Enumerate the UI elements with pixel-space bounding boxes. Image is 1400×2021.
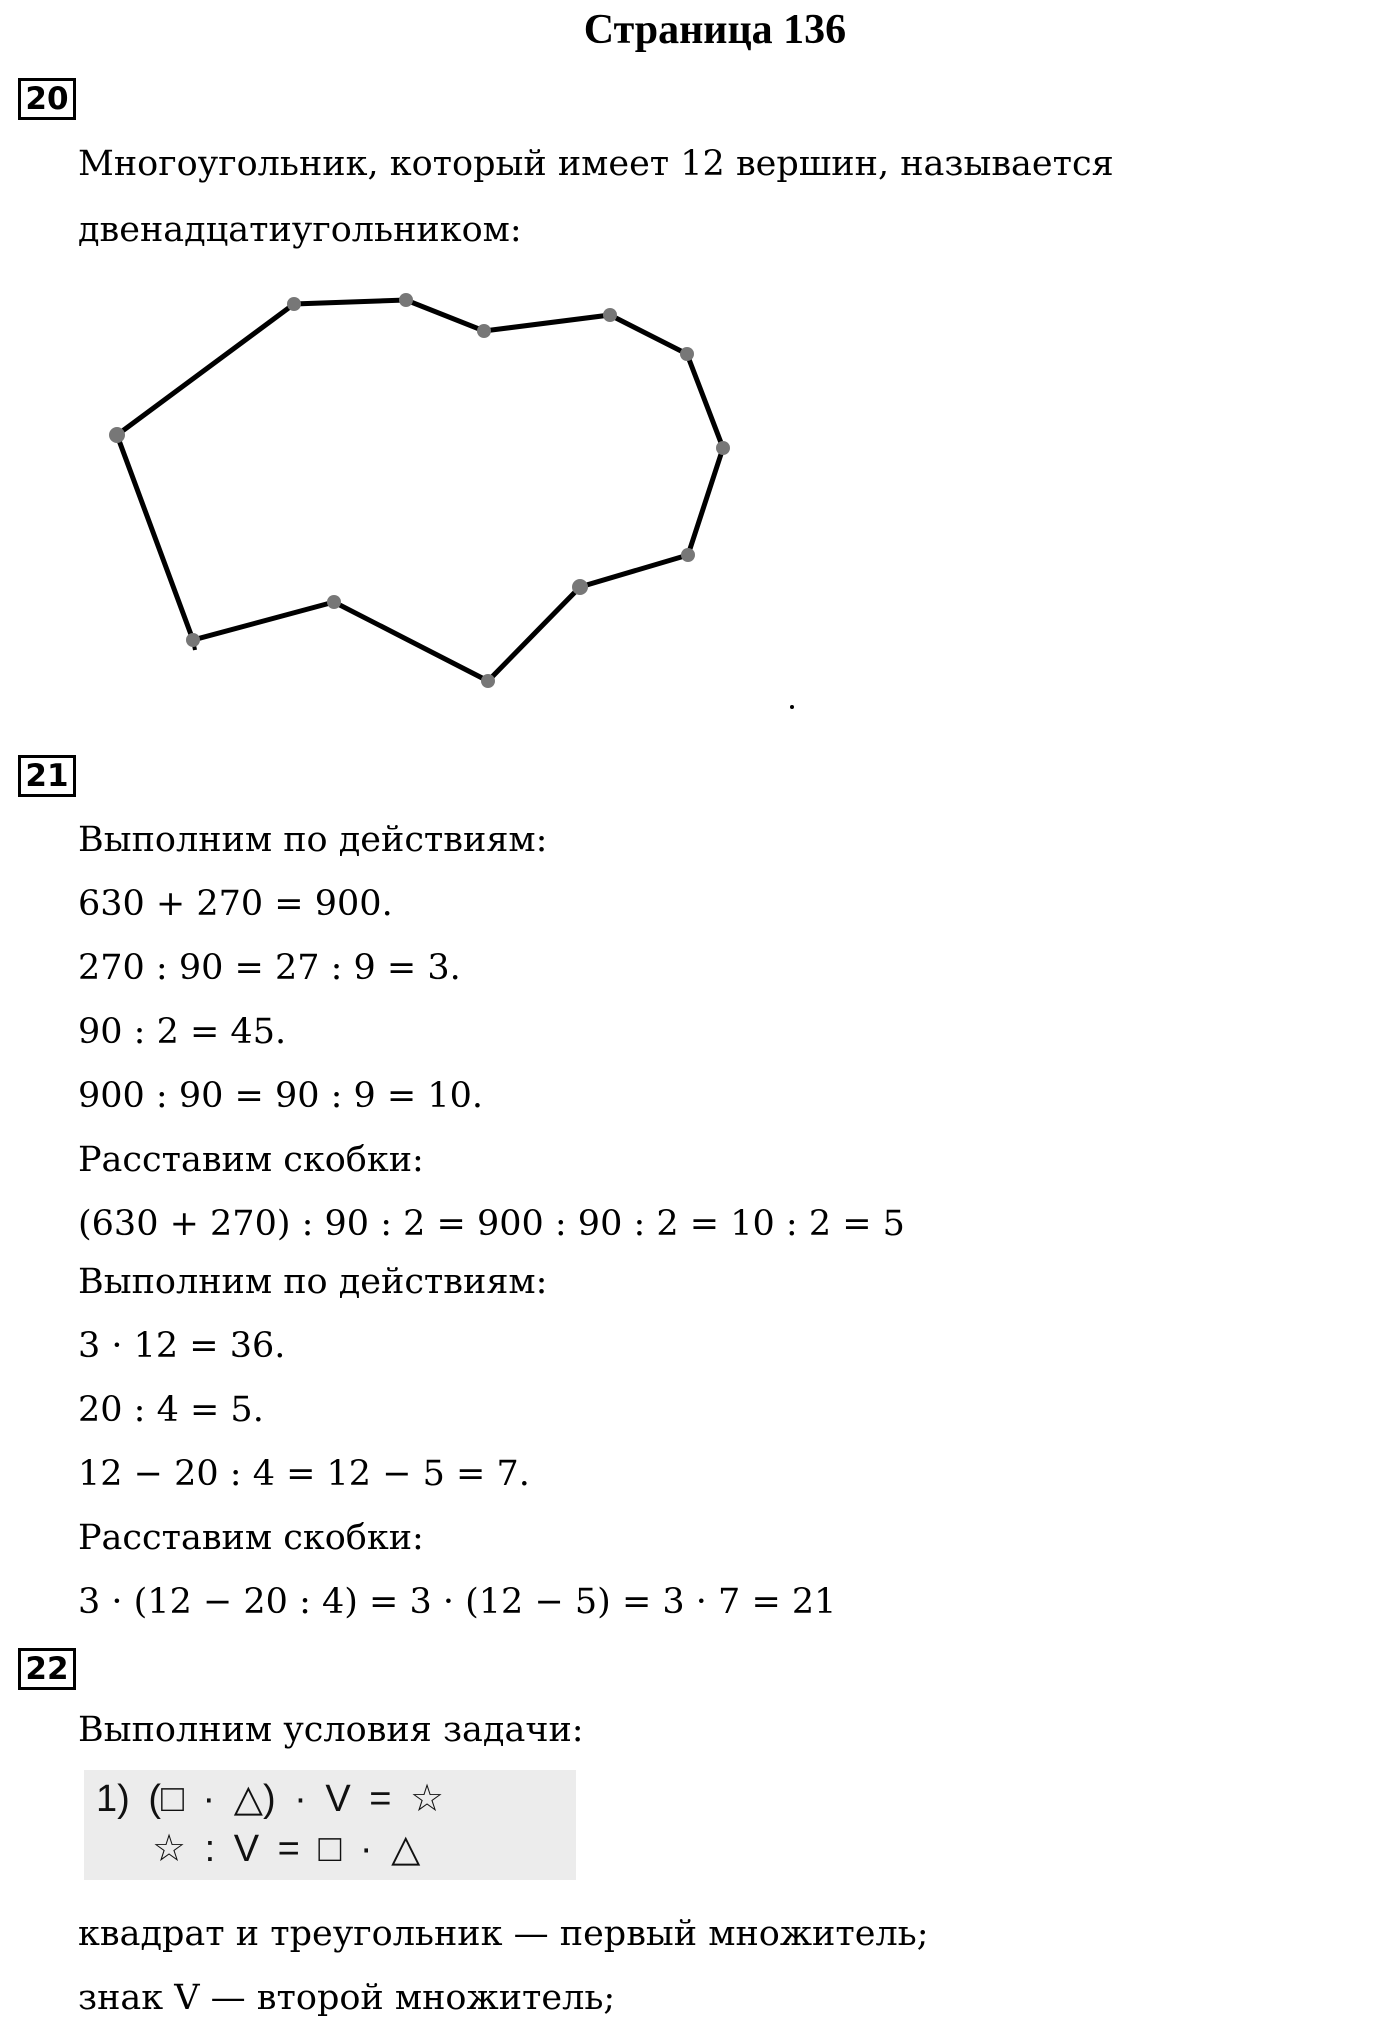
vertex-dot bbox=[681, 548, 695, 562]
dodecagon-outline bbox=[117, 300, 723, 681]
equation-row-1: 1) (□ · △) · V = ☆ bbox=[96, 1778, 445, 1820]
task-number-22: 22 bbox=[18, 1648, 76, 1690]
task20-text-line2: двенадцатиугольником: bbox=[78, 210, 522, 250]
page-title: Страница 136 bbox=[583, 7, 847, 53]
task21-line: 900 : 90 = 90 : 9 = 10. bbox=[78, 1076, 484, 1116]
vertex-dot bbox=[603, 308, 617, 322]
vertex-dot bbox=[680, 347, 694, 361]
vertex-dot bbox=[572, 579, 588, 595]
task22-intro: Выполним условия задачи: bbox=[78, 1710, 584, 1750]
task21-line: Выполним по действиям: bbox=[78, 1262, 548, 1302]
task-number-21: 21 bbox=[18, 755, 76, 797]
vertex-dot bbox=[287, 297, 301, 311]
stray-dot bbox=[790, 705, 794, 709]
vertex-dot bbox=[477, 324, 491, 338]
task21-line: (630 + 270) : 90 : 2 = 900 : 90 : 2 = 10 : 2 = 5 bbox=[78, 1204, 905, 1244]
vertex-dot bbox=[481, 674, 495, 688]
task21-line: 630 + 270 = 900. bbox=[78, 884, 393, 924]
vertex-dot bbox=[716, 441, 730, 455]
task20-text-line1: Многоугольник, который имеет 12 вершин, называется bbox=[78, 144, 1114, 184]
task21-line: Расставим скобки: bbox=[78, 1140, 424, 1180]
equation-row-2: ☆ : V = □ · △ bbox=[152, 1828, 421, 1870]
task21-line: 3 · 12 = 36. bbox=[78, 1326, 286, 1366]
vertex-dot bbox=[186, 633, 200, 647]
dodecagon-figure bbox=[0, 270, 760, 700]
task21-line: 90 : 2 = 45. bbox=[78, 1012, 287, 1052]
vertex-dot bbox=[399, 293, 413, 307]
task22-line1: квадрат и треугольник — первый множитель; bbox=[78, 1914, 929, 1954]
task-number-20: 20 bbox=[18, 78, 76, 120]
symbol-equation-image bbox=[84, 1770, 576, 1880]
task21-line: 270 : 90 = 27 : 9 = 3. bbox=[78, 948, 461, 988]
vertex-dot bbox=[109, 427, 125, 443]
task21-line: 12 − 20 : 4 = 12 − 5 = 7. bbox=[78, 1454, 530, 1494]
vertex-dot bbox=[327, 595, 341, 609]
task22-line2: знак V — второй множитель; bbox=[78, 1978, 616, 2018]
task21-line: Расставим скобки: bbox=[78, 1518, 424, 1558]
task21-line: 20 : 4 = 5. bbox=[78, 1390, 264, 1430]
task21-line: Выполним по действиям: bbox=[78, 820, 548, 860]
task21-line: 3 · (12 − 20 : 4) = 3 · (12 − 5) = 3 · 7 = 21 bbox=[78, 1582, 837, 1622]
